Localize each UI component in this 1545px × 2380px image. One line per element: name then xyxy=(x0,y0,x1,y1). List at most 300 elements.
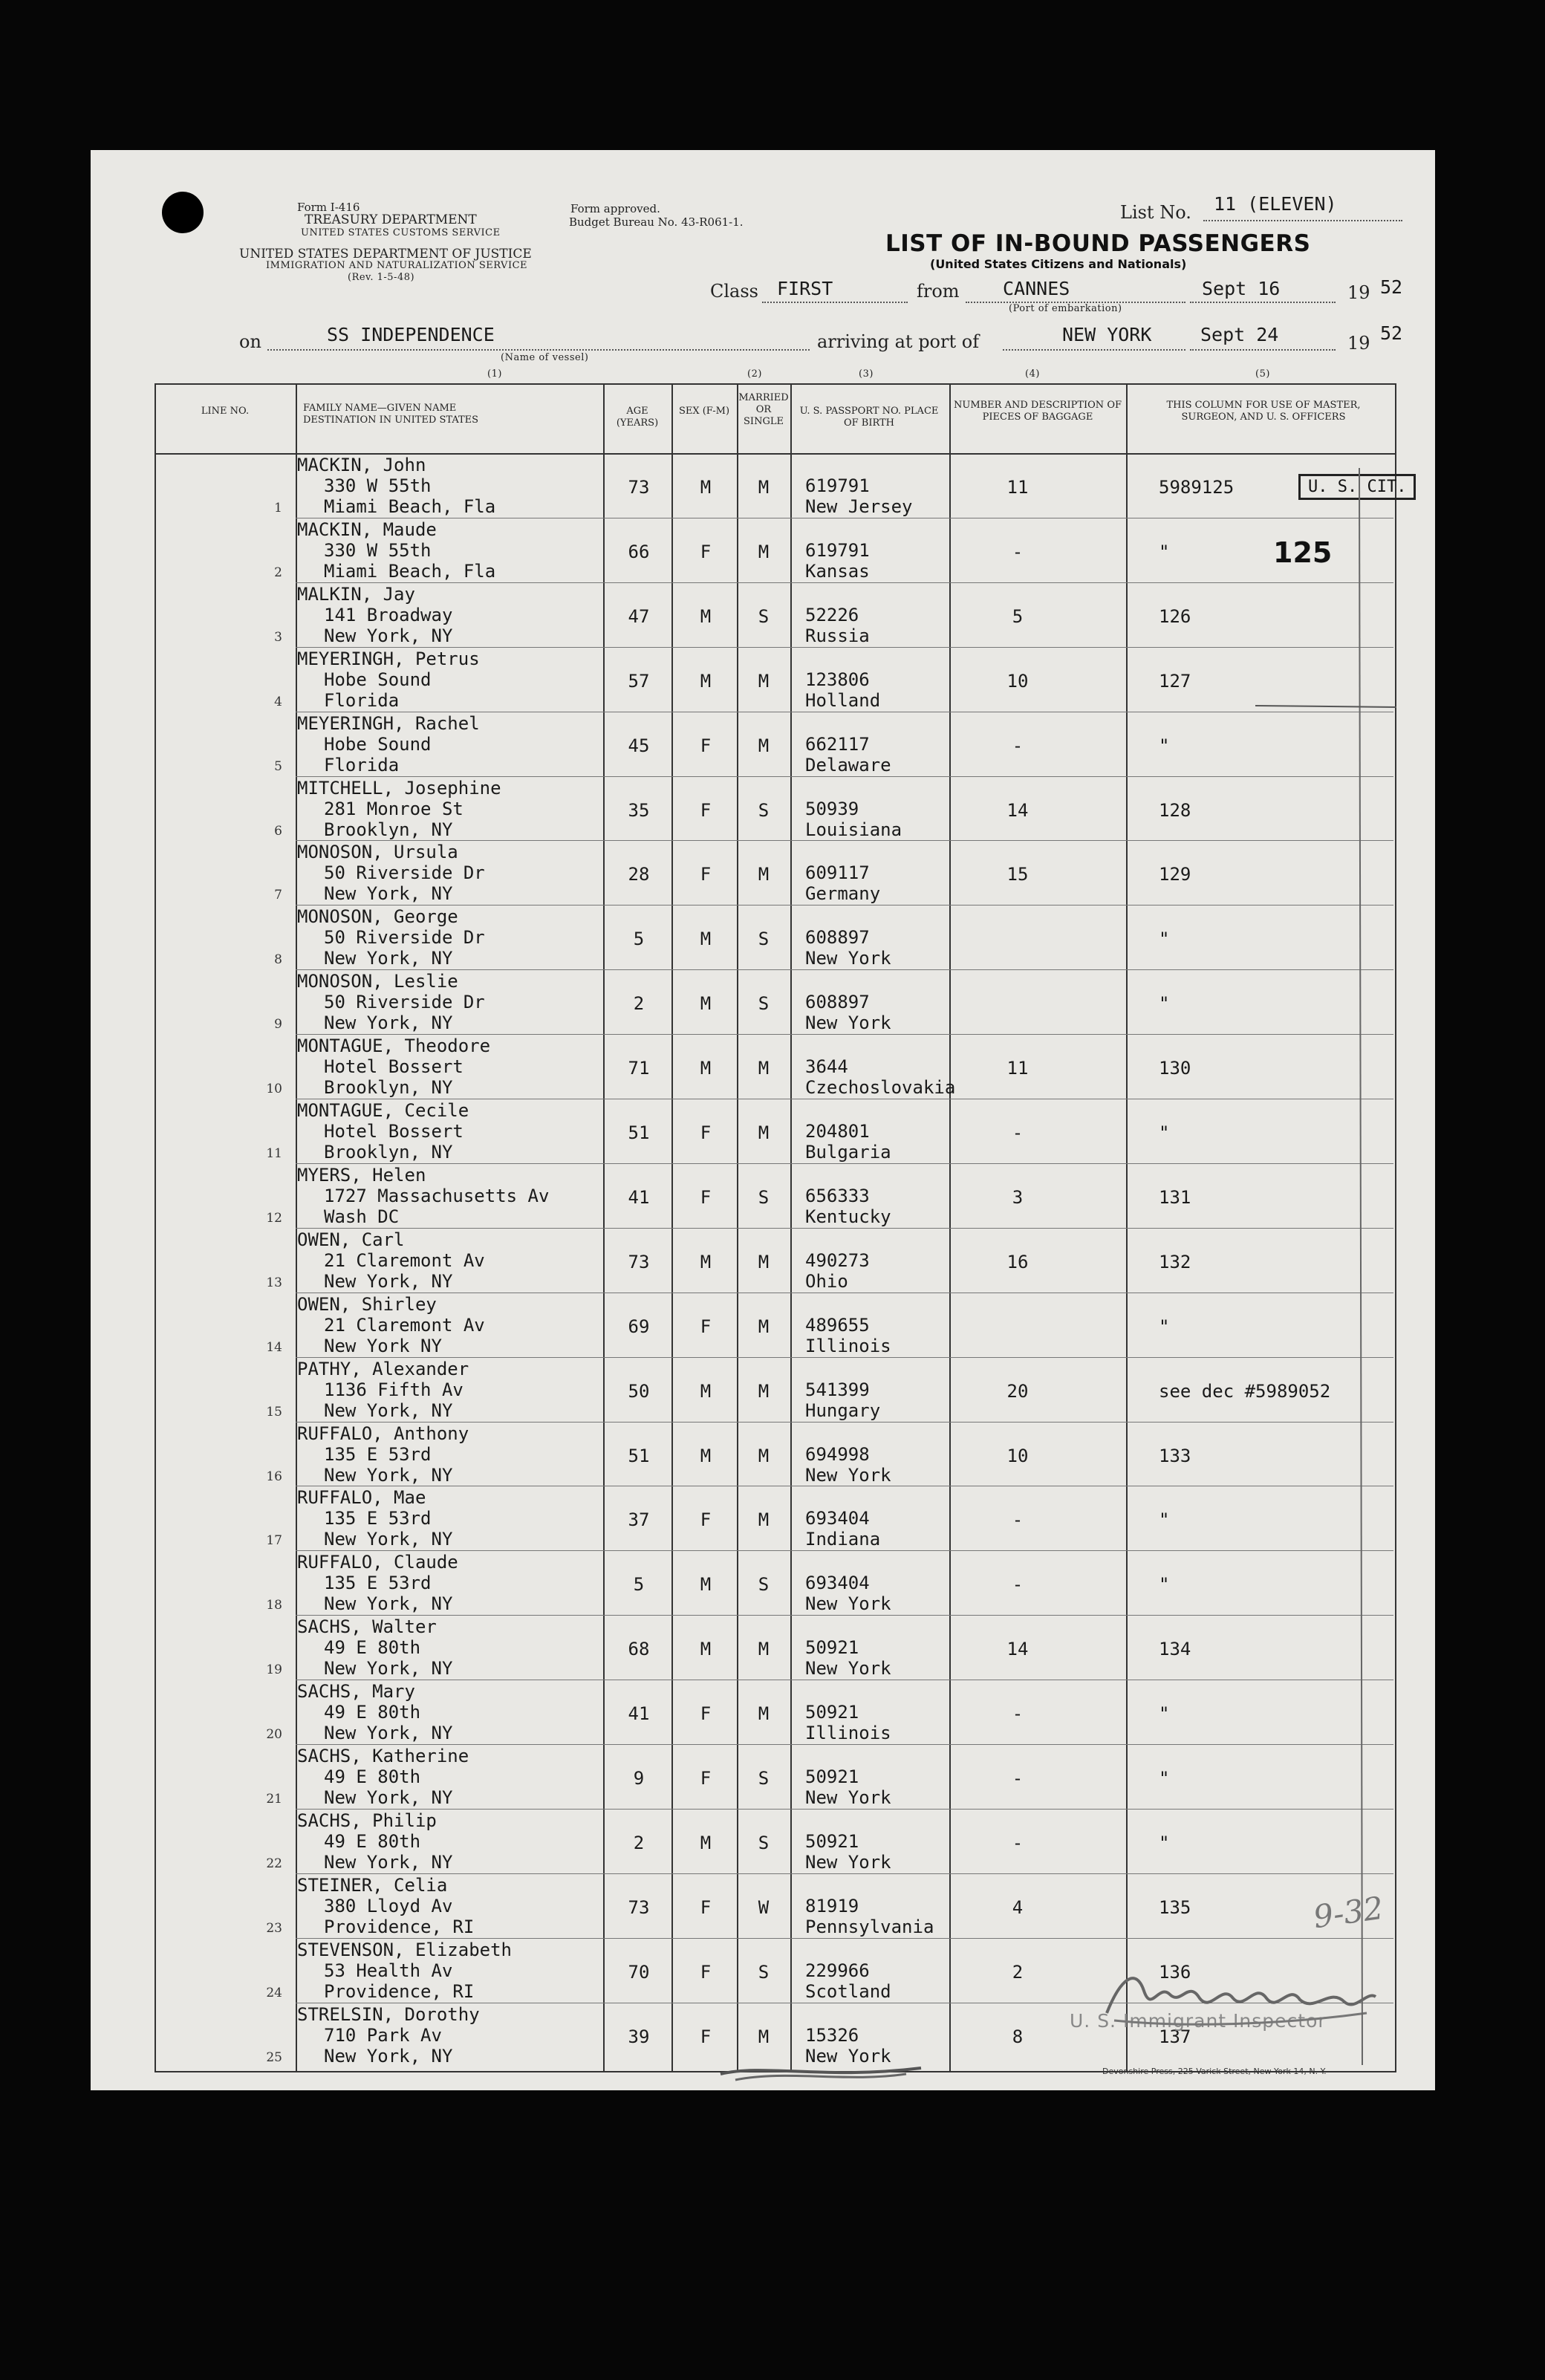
officer-note: 135 xyxy=(1159,1896,1191,1918)
officer-note: 126 xyxy=(1159,605,1191,627)
address-city: Providence, RI xyxy=(324,1916,475,1937)
address-city: Florida xyxy=(324,689,400,711)
passenger-name: SACHS, Walter xyxy=(297,1616,437,1638)
sex-value: M xyxy=(700,1574,712,1596)
birth-place: New York xyxy=(805,948,891,969)
sex-value: F xyxy=(700,735,712,756)
marital-status: M xyxy=(758,1058,770,1079)
passport-number: 541399 xyxy=(805,1379,870,1400)
passport-number: 608897 xyxy=(805,992,870,1013)
line-number: 6 xyxy=(274,823,282,839)
printer-imprint: Devonshire Press, 225 Varick Street, New York 14, N. Y. xyxy=(1102,2067,1327,2076)
address-line: 135 E 53rd xyxy=(324,1573,432,1594)
address-city: Miami Beach, Fla xyxy=(324,560,496,582)
officer-note: " xyxy=(1159,1509,1170,1531)
row-divider xyxy=(296,1163,1393,1164)
marital-status: M xyxy=(758,670,770,692)
baggage-count: - xyxy=(1012,735,1024,756)
age-value: 73 xyxy=(628,1896,650,1918)
vessel-name: SS INDEPENDENCE xyxy=(327,324,495,345)
officer-note: " xyxy=(1159,929,1170,950)
birth-place: Illinois xyxy=(805,1335,891,1356)
baggage-count: - xyxy=(1012,1574,1024,1596)
marital-status: M xyxy=(758,1445,770,1466)
birth-place: Indiana xyxy=(805,1529,881,1550)
address-line: 50 Riverside Dr xyxy=(324,992,485,1013)
sex-value: M xyxy=(700,1832,712,1853)
arrival-date: Sept 24 xyxy=(1200,324,1279,345)
line-number: 20 xyxy=(266,1727,282,1743)
sex-value: F xyxy=(700,1509,712,1531)
address-line: 50 Riverside Dr xyxy=(324,862,485,884)
address-line: 21 Claremont Av xyxy=(324,1249,485,1271)
officer-note: 134 xyxy=(1159,1639,1191,1660)
marital-status: S xyxy=(758,1574,770,1596)
baggage-count: 5 xyxy=(1012,605,1024,627)
marital-status: M xyxy=(758,864,770,885)
passenger-name: MONOSON, Ursula xyxy=(297,842,458,863)
row-divider xyxy=(296,1228,1393,1229)
col-header-passport: U. S. PASSPORT NO. PLACE OF BIRTH xyxy=(799,406,939,429)
line-number: 23 xyxy=(266,1920,282,1936)
passenger-name: MEYERINGH, Rachel xyxy=(297,712,480,734)
line-number: 12 xyxy=(266,1210,282,1226)
passenger-name: STRELSIN, Dorothy xyxy=(297,2003,480,2025)
passenger-name: RUFFALO, Mae xyxy=(297,1487,426,1509)
port-embark-note: (Port of embarkation) xyxy=(1009,303,1122,314)
passport-number: 123806 xyxy=(805,669,870,690)
birth-place: New York xyxy=(805,1851,891,1873)
birth-place: Hungary xyxy=(805,1399,881,1421)
officer-note: 131 xyxy=(1159,1186,1191,1208)
line-number: 15 xyxy=(266,1404,282,1420)
age-value: 2 xyxy=(633,993,645,1015)
line-number: 9 xyxy=(274,1017,282,1033)
line-number: 4 xyxy=(274,694,282,709)
birth-place: New York xyxy=(805,1464,891,1486)
address-city: Brooklyn, NY xyxy=(324,1077,453,1099)
passport-number: 52226 xyxy=(805,604,859,625)
citizen-stamp: U. S. CIT. xyxy=(1298,474,1416,500)
line-number: 1 xyxy=(274,501,282,516)
year-prefix-2: 19 xyxy=(1347,333,1370,354)
marital-status: M xyxy=(758,1251,770,1272)
justice-dept: UNITED STATES DEPARTMENT OF JUSTICE xyxy=(239,247,532,261)
baggage-count: 10 xyxy=(1006,670,1029,692)
vessel-note: (Name of vessel) xyxy=(501,352,589,363)
baggage-count: 14 xyxy=(1006,799,1029,821)
passport-number: 229966 xyxy=(805,1960,870,1981)
birth-place: Kansas xyxy=(805,560,870,582)
officer-note: 129 xyxy=(1159,864,1191,885)
sex-value: F xyxy=(700,1186,712,1208)
marital-status: M xyxy=(758,1703,770,1725)
sex-value: F xyxy=(700,1896,712,1918)
marital-status: M xyxy=(758,1380,770,1402)
age-value: 5 xyxy=(633,1574,645,1596)
passport-number: 490273 xyxy=(805,1249,870,1271)
birth-place: New York xyxy=(805,1658,891,1680)
address-city: New York, NY xyxy=(324,1851,453,1873)
passport-number: 609117 xyxy=(805,862,870,884)
pencil-stroke xyxy=(1255,698,1404,713)
address-line: 49 E 80th xyxy=(324,1702,421,1723)
birth-place: New York xyxy=(805,1787,891,1808)
address-city: New York, NY xyxy=(324,1593,453,1615)
passenger-name: MONOSON, George xyxy=(297,906,458,928)
line-number: 24 xyxy=(266,1985,282,2000)
birth-place: Kentucky xyxy=(805,1206,891,1227)
birth-place: Scotland xyxy=(805,1980,891,2002)
line-number: 11 xyxy=(266,1146,282,1161)
age-value: 2 xyxy=(633,1832,645,1853)
passenger-name: SACHS, Philip xyxy=(297,1810,437,1831)
marital-status: M xyxy=(758,477,770,498)
row-divider xyxy=(296,1938,1393,1939)
baggage-count: 8 xyxy=(1012,2026,1024,2047)
address-line: Hobe Sound xyxy=(324,669,432,690)
margin-note: 9-32 xyxy=(1311,1889,1386,1936)
passport-number: 656333 xyxy=(805,1185,870,1206)
address-city: New York NY xyxy=(324,1335,442,1356)
sex-value: F xyxy=(700,799,712,821)
passenger-name: MITCHELL, Josephine xyxy=(297,777,501,799)
list-no-label: List No. xyxy=(1120,202,1191,223)
baggage-count: 11 xyxy=(1006,1058,1029,1079)
officer-note: " xyxy=(1159,1122,1170,1143)
marital-status: S xyxy=(758,799,770,821)
passport-number: 662117 xyxy=(805,733,870,755)
list-number: 11 (ELEVEN) xyxy=(1214,193,1337,215)
marital-status: M xyxy=(758,1122,770,1143)
arriving-label: arriving at port of xyxy=(817,331,980,352)
sex-value: M xyxy=(700,993,712,1015)
passport-number: 694998 xyxy=(805,1443,870,1465)
address-line: 281 Monroe St xyxy=(324,798,464,819)
binder-hole xyxy=(162,192,204,233)
birth-place: Bulgaria xyxy=(805,1142,891,1163)
passenger-name: STEVENSON, Elizabeth xyxy=(297,1939,512,1960)
sex-value: M xyxy=(700,605,712,627)
passport-number: 50939 xyxy=(805,798,859,819)
line-number: 17 xyxy=(266,1533,282,1549)
address-line: 21 Claremont Av xyxy=(324,1314,485,1336)
marital-status: M xyxy=(758,1316,770,1337)
passport-number: 50921 xyxy=(805,1637,859,1659)
age-value: 69 xyxy=(628,1316,650,1337)
address-line: 330 W 55th xyxy=(324,539,432,561)
baggage-count: 11 xyxy=(1006,477,1029,498)
address-line: 50 Riverside Dr xyxy=(324,927,485,949)
col-header-line: LINE NO. xyxy=(201,406,250,417)
sex-value: M xyxy=(700,1058,712,1079)
sex-value: M xyxy=(700,1639,712,1660)
row-divider xyxy=(296,1034,1393,1035)
sex-value: F xyxy=(700,1961,712,1983)
officer-note: see dec #5989052 xyxy=(1159,1380,1331,1402)
birth-place: New York xyxy=(805,2045,891,2067)
marital-status: M xyxy=(758,1639,770,1660)
baggage-count: - xyxy=(1012,1768,1024,1789)
passenger-name: MONTAGUE, Cecile xyxy=(297,1100,469,1121)
officer-note: " xyxy=(1159,1768,1170,1789)
row-divider xyxy=(296,647,1393,648)
officer-note: " xyxy=(1159,1574,1170,1596)
sex-value: F xyxy=(700,1768,712,1789)
baggage-count: 2 xyxy=(1012,1961,1024,1983)
row-divider xyxy=(296,840,1393,841)
age-value: 51 xyxy=(628,1122,650,1143)
address-line: 49 E 80th xyxy=(324,1830,421,1852)
age-value: 71 xyxy=(628,1058,650,1079)
from-label: from xyxy=(917,281,960,302)
age-value: 51 xyxy=(628,1445,650,1466)
baggage-count: - xyxy=(1012,1703,1024,1725)
address-city: New York, NY xyxy=(324,1529,453,1550)
address-city: New York, NY xyxy=(324,948,453,969)
officer-note: " xyxy=(1159,993,1170,1015)
birth-place: Germany xyxy=(805,883,881,905)
officer-note: " xyxy=(1159,735,1170,756)
sex-value: F xyxy=(700,2026,712,2047)
row-divider xyxy=(296,969,1393,970)
address-line: 53 Health Av xyxy=(324,1960,453,1981)
baggage-count: 3 xyxy=(1012,1186,1024,1208)
form-approved: Form approved. xyxy=(570,202,660,215)
marital-status: S xyxy=(758,993,770,1015)
customs-service: UNITED STATES CUSTOMS SERVICE xyxy=(301,227,501,238)
birth-place: Delaware xyxy=(805,754,891,776)
row-divider xyxy=(296,1422,1393,1423)
address-city: New York, NY xyxy=(324,625,453,646)
line-number: 13 xyxy=(266,1275,282,1290)
officer-note: 137 xyxy=(1159,2026,1191,2047)
baggage-count: 16 xyxy=(1006,1251,1029,1272)
address-city: Florida xyxy=(324,754,400,776)
baggage-count: 4 xyxy=(1012,1896,1024,1918)
baggage-count: 14 xyxy=(1006,1639,1029,1660)
departure-date: Sept 16 xyxy=(1202,278,1281,299)
baggage-count: 15 xyxy=(1006,864,1029,885)
marital-status: M xyxy=(758,735,770,756)
passenger-name: MONTAGUE, Theodore xyxy=(297,1035,491,1057)
sex-value: M xyxy=(700,670,712,692)
address-city: New York, NY xyxy=(324,2045,453,2067)
class-value: FIRST xyxy=(777,278,833,299)
officer-note: " xyxy=(1159,541,1170,562)
marital-status: M xyxy=(758,541,770,562)
line-number: 22 xyxy=(266,1856,282,1871)
passenger-name: RUFFALO, Claude xyxy=(297,1552,458,1573)
budget-bureau: Budget Bureau No. 43-R061-1. xyxy=(569,215,744,229)
address-line: 49 E 80th xyxy=(324,1766,421,1787)
line-number: 16 xyxy=(266,1469,282,1484)
address-city: Providence, RI xyxy=(324,1980,475,2002)
inspector-signature xyxy=(1099,1961,1382,2043)
passport-number: 608897 xyxy=(805,927,870,949)
passport-number: 489655 xyxy=(805,1314,870,1336)
line-number: 18 xyxy=(266,1598,282,1613)
row-divider xyxy=(296,1357,1393,1358)
col-header-name: FAMILY NAME—GIVEN NAME DESTINATION IN UNITED STATES xyxy=(303,403,479,426)
row-divider xyxy=(296,776,1393,777)
line-number: 25 xyxy=(266,2049,282,2065)
address-city: New York, NY xyxy=(324,1658,453,1680)
age-value: 73 xyxy=(628,1251,650,1272)
birth-place: Czechoslovakia xyxy=(805,1077,956,1099)
birth-place: Holland xyxy=(805,689,881,711)
passenger-name: OWEN, Carl xyxy=(297,1229,405,1250)
sex-value: F xyxy=(700,1703,712,1725)
line-number: 19 xyxy=(266,1662,282,1678)
passport-number: 619791 xyxy=(805,475,870,496)
address-city: Brooklyn, NY xyxy=(324,819,453,840)
passenger-name: OWEN, Shirley xyxy=(297,1293,437,1315)
col-header-sex: SEX (F-M) xyxy=(678,406,730,417)
row-divider xyxy=(296,582,1393,583)
address-line: Hotel Bossert xyxy=(324,1121,464,1142)
officer-note: 130 xyxy=(1159,1058,1191,1079)
age-value: 37 xyxy=(628,1509,650,1531)
officer-note: 127 xyxy=(1159,670,1191,692)
birth-place: Illinois xyxy=(805,1723,891,1744)
sex-value: F xyxy=(700,1316,712,1337)
marital-status: W xyxy=(758,1896,770,1918)
officer-note: " xyxy=(1159,1832,1170,1853)
departure-year: 52 xyxy=(1380,276,1403,298)
passenger-name: STEINER, Celia xyxy=(297,1874,448,1896)
officer-note: " xyxy=(1159,1316,1170,1337)
marital-status: S xyxy=(758,1961,770,1983)
marital-status: S xyxy=(758,605,770,627)
arrival-port: NEW YORK xyxy=(1062,324,1152,345)
address-city: New York, NY xyxy=(324,1270,453,1292)
row-divider xyxy=(296,1550,1393,1551)
marital-status: M xyxy=(758,1509,770,1531)
address-line: 380 Lloyd Av xyxy=(324,1895,453,1916)
passenger-name: SACHS, Katherine xyxy=(297,1746,469,1766)
line-number: 7 xyxy=(274,888,282,903)
age-value: 5 xyxy=(633,929,645,950)
passport-number: 15326 xyxy=(805,2024,859,2046)
passenger-name: MEYERINGH, Petrus xyxy=(297,648,480,669)
address-line: 135 E 53rd xyxy=(324,1508,432,1529)
col-header-age: AGE (YEARS) xyxy=(616,406,659,429)
address-city: New York, NY xyxy=(324,1464,453,1486)
age-value: 57 xyxy=(628,670,650,692)
age-value: 73 xyxy=(628,477,650,498)
address-line: 141 Broadway xyxy=(324,604,453,625)
line-number: 8 xyxy=(274,952,282,968)
address-city: Miami Beach, Fla xyxy=(324,496,496,517)
age-value: 70 xyxy=(628,1961,650,1983)
row-divider xyxy=(296,1744,1393,1745)
line-number: 5 xyxy=(274,758,282,774)
passenger-name: MYERS, Helen xyxy=(297,1164,426,1186)
passport-number: 50921 xyxy=(805,1830,859,1852)
passenger-name: MACKIN, Maude xyxy=(297,518,437,540)
birth-place: Ohio xyxy=(805,1270,848,1292)
immigration-service: IMMIGRATION AND NATURALIZATION SERVICE xyxy=(266,260,528,271)
age-value: 41 xyxy=(628,1703,650,1725)
address-city: New York, NY xyxy=(324,1399,453,1421)
colnum-3: (3) xyxy=(859,368,874,380)
arrival-year: 52 xyxy=(1380,322,1403,344)
line-number: 3 xyxy=(274,629,282,645)
age-value: 41 xyxy=(628,1186,650,1208)
port-of-embarkation: CANNES xyxy=(1003,278,1070,299)
address-line: 710 Park Av xyxy=(324,2024,442,2046)
age-value: 9 xyxy=(633,1768,645,1789)
officer-note: " xyxy=(1159,1703,1170,1725)
officer-note: 136 xyxy=(1159,1961,1191,1983)
passport-number: 693404 xyxy=(805,1573,870,1594)
address-line: 135 E 53rd xyxy=(324,1443,432,1465)
on-label: on xyxy=(239,331,261,352)
address-city: New York, NY xyxy=(324,883,453,905)
marital-status: S xyxy=(758,1832,770,1853)
passenger-name: PATHY, Alexander xyxy=(297,1358,469,1379)
passport-number: 619791 xyxy=(805,539,870,561)
age-value: 50 xyxy=(628,1380,650,1402)
colnum-1: (1) xyxy=(487,368,502,380)
row-divider xyxy=(296,1809,1393,1810)
address-line: 1136 Fifth Av xyxy=(324,1379,464,1400)
address-city: New York, NY xyxy=(324,1787,453,1808)
age-value: 47 xyxy=(628,605,650,627)
passport-number: 693404 xyxy=(805,1508,870,1529)
inspector-stamp: U. S. Immigrant Inspector xyxy=(1070,2010,1327,2032)
birth-place: New York xyxy=(805,1012,891,1034)
baggage-count: - xyxy=(1012,1122,1024,1143)
birth-place: Pennsylvania xyxy=(805,1916,934,1937)
birth-place: Russia xyxy=(805,625,870,646)
colnum-5: (5) xyxy=(1255,368,1270,380)
row-divider xyxy=(296,1873,1393,1874)
birth-place: New Jersey xyxy=(805,496,913,517)
address-city: Brooklyn, NY xyxy=(324,1142,453,1163)
passenger-name: MACKIN, John xyxy=(297,455,426,475)
passport-number: 50921 xyxy=(805,1702,859,1723)
officer-note: 132 xyxy=(1159,1251,1191,1272)
passenger-name: SACHS, Mary xyxy=(297,1681,415,1703)
age-value: 45 xyxy=(628,735,650,756)
sex-value: F xyxy=(700,541,712,562)
passport-number: 81919 xyxy=(805,1895,859,1916)
sex-value: M xyxy=(700,1251,712,1272)
colnum-4: (4) xyxy=(1025,368,1040,380)
officer-note: 128 xyxy=(1159,799,1191,821)
col-header-officers: THIS COLUMN FOR USE OF MASTER, SURGEON, AND U. S. OFFICERS xyxy=(1166,400,1361,423)
passenger-name: MONOSON, Leslie xyxy=(297,971,458,992)
baggage-count: 10 xyxy=(1006,1445,1029,1466)
baggage-count: - xyxy=(1012,541,1024,562)
passport-number: 204801 xyxy=(805,1121,870,1142)
revision: (Rev. 1-5-48) xyxy=(348,272,415,283)
sex-value: M xyxy=(700,477,712,498)
age-value: 66 xyxy=(628,541,650,562)
sex-value: M xyxy=(700,1380,712,1402)
passport-number: 50921 xyxy=(805,1766,859,1787)
age-value: 35 xyxy=(628,799,650,821)
line-number: 2 xyxy=(274,565,282,580)
marital-status: S xyxy=(758,1768,770,1789)
address-city: Wash DC xyxy=(324,1206,400,1227)
marital-status: S xyxy=(758,1186,770,1208)
officer-note: 5989125 xyxy=(1159,477,1235,498)
address-line: 1727 Massachusetts Av xyxy=(324,1185,550,1206)
marital-status: M xyxy=(758,2026,770,2047)
